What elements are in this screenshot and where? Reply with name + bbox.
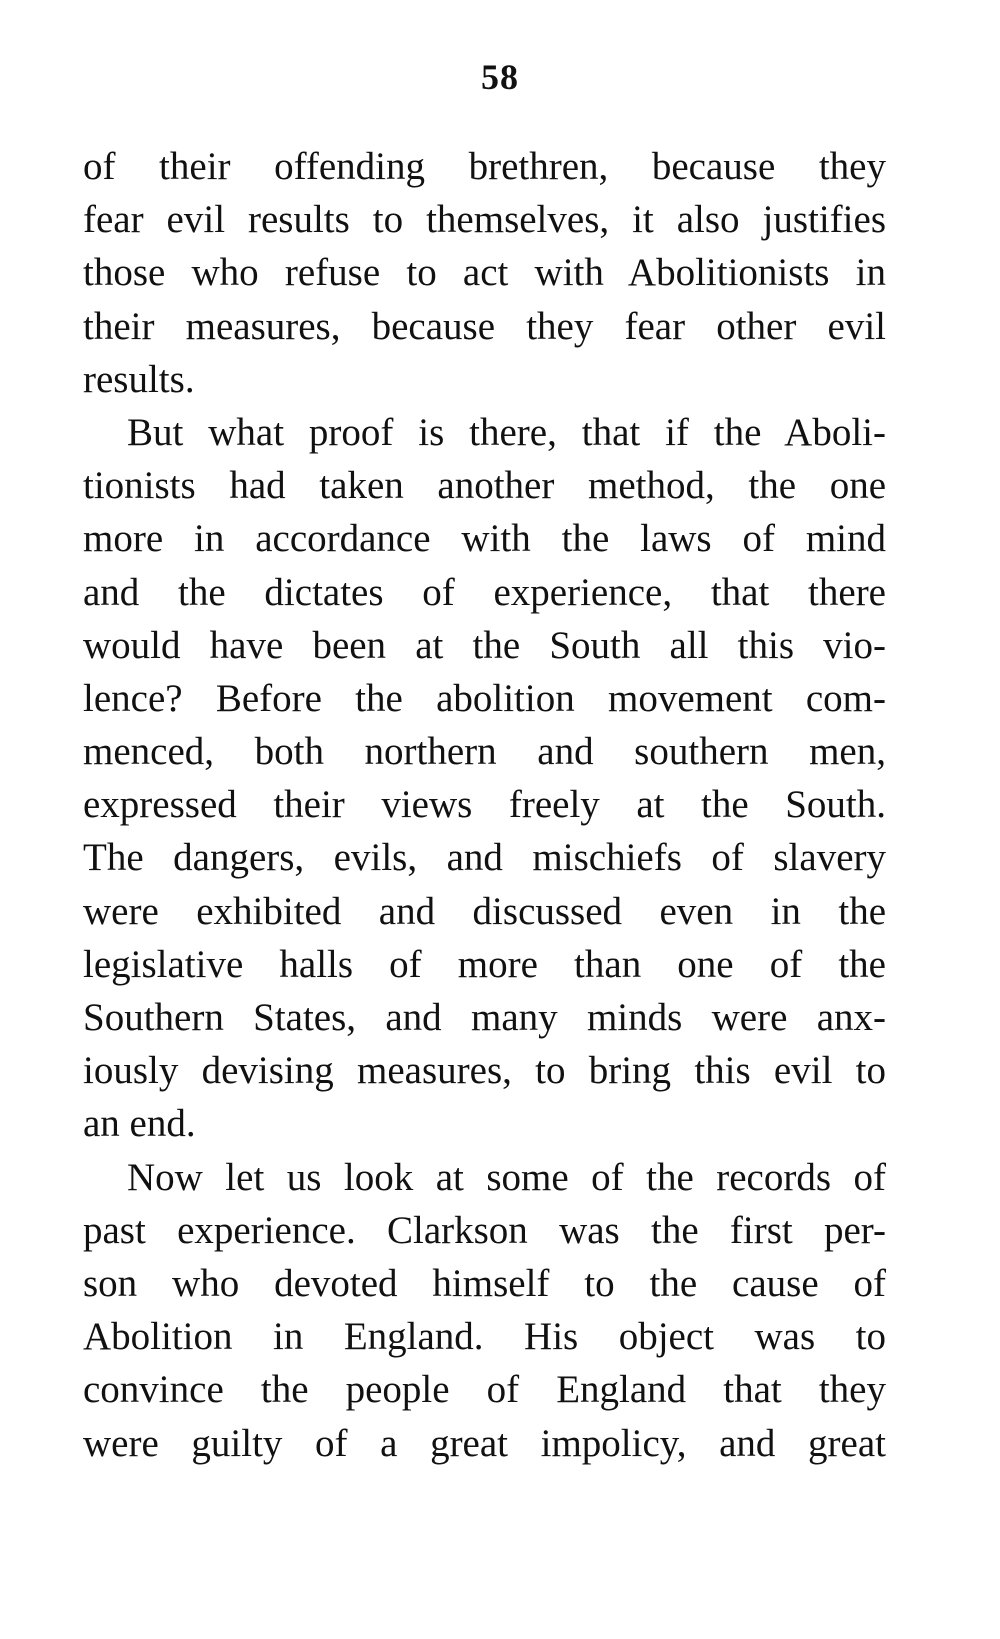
text-line: more in accordance with the laws of mind	[83, 517, 886, 561]
text-line: those who refuse to act with Abolitionists in	[83, 251, 886, 295]
text-line: menced, both northern and southern men,	[83, 730, 886, 774]
paragraph-1	[83, 140, 886, 406]
text-line: of their offending brethren, because they	[83, 145, 886, 188]
text-line: The dangers, evils, and mischiefs of slavery	[83, 836, 886, 880]
text-line: past experience. Clarkson was the first per-	[83, 1208, 886, 1252]
text-line: But what proof is there, that if the Aboli-	[127, 410, 886, 454]
text-line: would have been at the South all this vio-	[83, 623, 886, 667]
text-line: Abolition in England. His object was to	[83, 1315, 886, 1359]
text-line: and the dictates of experience, that there	[83, 570, 886, 614]
text-line: tionists had taken another method, the one	[83, 464, 886, 508]
paragraph-3	[83, 1151, 886, 1470]
text-line: iously devising measures, to bring this evil to	[83, 1049, 886, 1093]
text-line: convince the people of England that they	[83, 1368, 886, 1412]
text-line: results.	[83, 357, 195, 401]
text-line: fear evil results to themselves, it also justifies	[83, 198, 886, 242]
text-line: son who devoted himself to the cause of	[83, 1261, 886, 1305]
text-line: Now let us look at some of the records of	[127, 1155, 886, 1199]
text-line: were exhibited and discussed even in the	[83, 889, 886, 933]
page-number: 58	[481, 57, 519, 97]
text-line: were guilty of a great impolicy, and great	[83, 1421, 886, 1465]
text-line: expressed their views freely at the South.	[83, 783, 886, 827]
text-line: lence? Before the abolition movement com-	[83, 676, 886, 720]
body-text	[83, 140, 886, 1470]
text-line: Southern States, and many minds were anx-	[83, 996, 886, 1039]
text-line: an end.	[83, 1102, 196, 1146]
text-line: their measures, because they fear other evil	[83, 304, 886, 348]
text-line: legislative halls of more than one of the	[83, 942, 886, 986]
paragraph-2	[83, 406, 886, 1151]
